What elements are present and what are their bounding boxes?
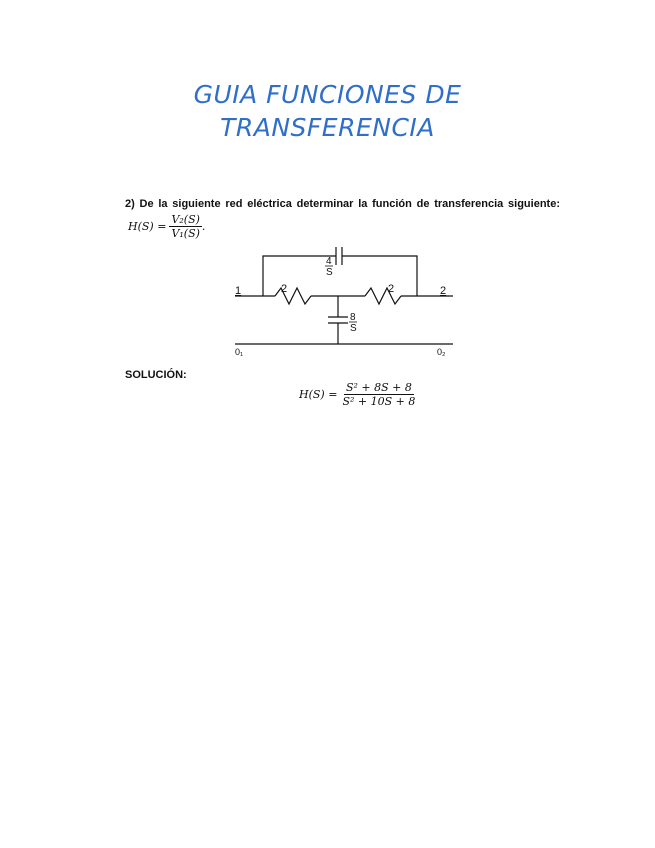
ground-input-label: 0₁ (235, 347, 244, 357)
transfer-period: . (201, 220, 206, 233)
solution-label: SOLUCIÓN: (125, 369, 187, 381)
cap-top-den: S (326, 267, 333, 278)
solution-lhs: H(S) = (299, 388, 338, 401)
circuit-diagram (225, 240, 465, 360)
page-title (0, 78, 655, 144)
ground-output-label: 0₂ (437, 347, 446, 357)
transfer-denominator: V₁(S) (171, 227, 200, 240)
cap-mid-den: S (350, 323, 357, 334)
problem-statement: 2) De la siguiente red eléctrica determinar la función de transferencia siguiente: (125, 198, 560, 210)
title-line-2: TRANSFERENCIA (220, 113, 435, 142)
resistor-right (365, 288, 401, 304)
transfer-function-definition (128, 213, 205, 240)
title-line-1: GUIA FUNCIONES DE (193, 80, 462, 109)
node-input-label: 1 (235, 285, 242, 297)
resistor-left-label: 2 (281, 283, 288, 295)
transfer-fraction (169, 213, 201, 240)
node-output-label: 2 (440, 285, 447, 297)
solution-denominator: S² + 10S + 8 (342, 395, 416, 408)
transfer-lhs: H(S) = (128, 220, 167, 233)
solution-fraction (340, 381, 417, 408)
cap-top-num: 4 (326, 256, 332, 267)
wire-top-right (342, 256, 417, 296)
solution-numerator: S² + 8S + 8 (345, 381, 412, 394)
transfer-numerator: V₂(S) (171, 213, 200, 226)
cap-mid-num: 8 (350, 312, 356, 323)
resistor-right-label: 2 (388, 283, 395, 295)
solution-formula (299, 381, 417, 408)
